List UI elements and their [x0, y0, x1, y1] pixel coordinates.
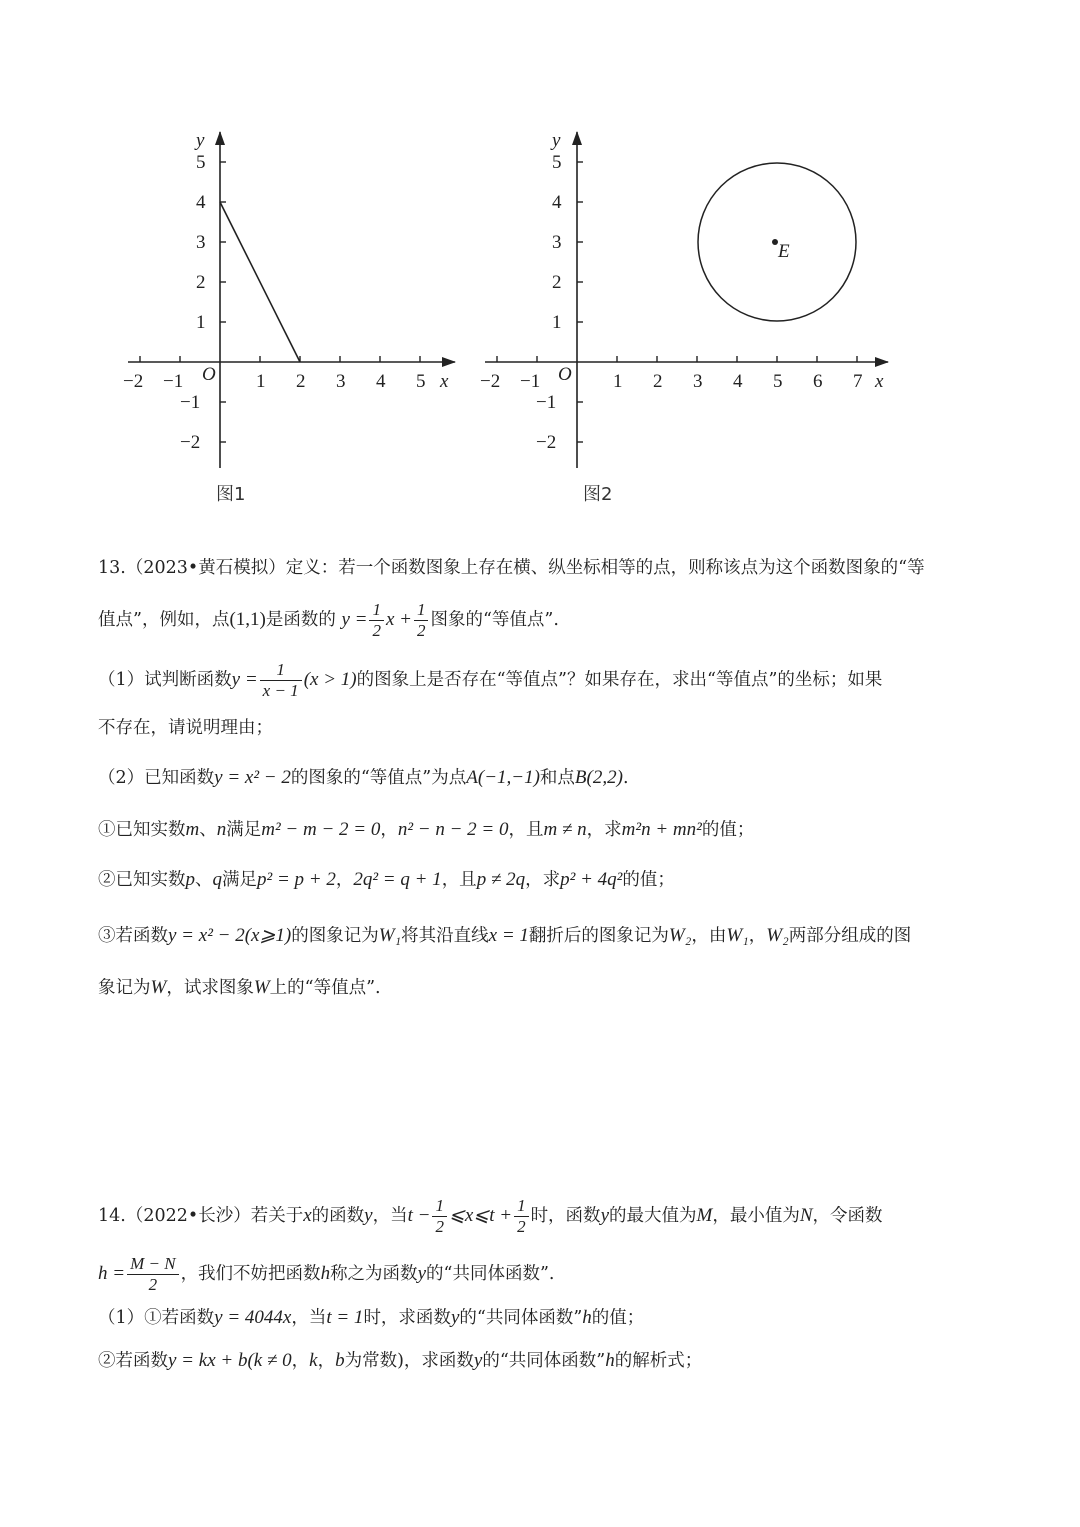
x-tick-label: 7 [853, 371, 863, 392]
x-tick-label: 1 [256, 371, 266, 392]
y-tick-label: 4 [552, 192, 562, 213]
fraction-1-over-x-minus-1: $\frac{1}{x - 1}$ [260, 660, 302, 701]
fraction-one-half: $\frac{1}{2}$ [432, 1196, 447, 1237]
x-tick-label: 5 [416, 371, 426, 392]
figure-2 [470, 120, 910, 520]
y-tick-label: −2 [180, 432, 201, 453]
fraction-one-half: $\frac{1}{2}$ [369, 600, 384, 641]
q14-part1-item-1: （1）①若函数y = 4044x，当t = 1时，求函数y的“共同体函数”h的值； [98, 1307, 645, 1328]
x-tick-label: 4 [733, 371, 743, 392]
x-axis-label: x [875, 371, 884, 392]
y-tick-label: 5 [196, 152, 206, 173]
q13-line-1: 13.（2023•黄石模拟）定义：若一个函数图象上存在横、纵坐标相等的点，则称该点为这个函数图象的“等 [98, 558, 925, 578]
y-tick-label: −2 [536, 432, 557, 453]
y-tick-label: −1 [180, 392, 201, 413]
line-segment [220, 202, 300, 362]
y-tick-label: 5 [552, 152, 562, 173]
figure-1 [110, 120, 470, 520]
x-tick-label: 3 [336, 371, 346, 392]
fraction-m-minus-n-over-2: $\frac{M - N}{2}$ [127, 1254, 178, 1295]
q14-line-2: h = $\frac{M - N}{2}$ ，我们不妨把函数h称之为函数y的“共同体函数”. [98, 1254, 555, 1294]
x-tick-label: 5 [773, 371, 783, 392]
x-axis-label: x [440, 371, 449, 392]
center-label-e: E [778, 241, 790, 262]
y-tick-label: 2 [552, 272, 562, 293]
figure-1-graph [110, 120, 470, 520]
x-tick-label: −2 [123, 371, 144, 392]
figure-2-graph [470, 120, 910, 520]
q13-part2-item-2: ②已知实数p、q满足p² = p + 2，2q² = q + 1，且p ≠ 2q，求p² + 4q²的值； [98, 869, 675, 890]
x-tick-label: −1 [520, 371, 541, 392]
x-tick-label: 1 [613, 371, 623, 392]
q14-line-1: 14.（2022•长沙）若关于x的函数y，当t − $\frac{1}{2}$ ⩽x⩽t + $\frac{1}{2}$ 时，函数y的最大值为M，最小值为N，令函数 [98, 1196, 883, 1236]
x-tick-label: 2 [296, 371, 306, 392]
y-tick-label: 1 [196, 312, 206, 333]
x-tick-label: 3 [693, 371, 703, 392]
origin-label: O [202, 364, 216, 385]
y-tick-label: 2 [196, 272, 206, 293]
x-tick-label: −2 [480, 371, 501, 392]
q13-part2-item-3-line-1: ③若函数y = x² − 2(x⩾1)的图象记为W₁将其沿直线x = 1翻折后的图象记为W₂，由W₁，W₂两部分组成的图 [98, 925, 912, 946]
y-tick-label: 4 [196, 192, 206, 213]
x-tick-label: 2 [653, 371, 663, 392]
y-axis-label: y [196, 130, 205, 151]
y-axis-label: y [552, 130, 561, 151]
y-tick-label: 3 [552, 232, 562, 253]
figure-2-caption: 图2 [583, 484, 613, 505]
fraction-one-half: $\frac{1}{2}$ [414, 600, 429, 641]
y-tick-label: −1 [536, 392, 557, 413]
q13-part2-item-1: ①已知实数m、n满足m² − m − 2 = 0，n² − n − 2 = 0，且m ≠ n，求m²n + mn²的值； [98, 819, 755, 840]
y-tick-label: 3 [196, 232, 206, 253]
y-tick-label: 1 [552, 312, 562, 333]
x-tick-label: −1 [163, 371, 184, 392]
q13-part1-line-2: 不存在，请说明理由； [98, 718, 273, 738]
figure-1-caption: 图1 [216, 484, 246, 505]
q13-part2-item-3-line-2: 象记为W，试求图象W上的“等值点”. [98, 977, 381, 998]
q13-part2: （2）已知函数y = x² − 2的图象的“等值点”为点A(−1,−1)和点B(2,2). [98, 767, 629, 788]
fraction-one-half: $\frac{1}{2}$ [514, 1196, 529, 1237]
q14-part1-item-2: ②若函数y = kx + b(k ≠ 0，k，b为常数)，求函数y的“共同体函数”h的解析式； [98, 1350, 703, 1371]
q13-part1-line-1: （1）试判断函数y = $\frac{1}{x - 1}$ (x > 1)的图象上是否存在“等值点”？如果存在，求出“等值点”的坐标；如果 [98, 660, 883, 700]
origin-label: O [558, 364, 572, 385]
x-tick-label: 4 [376, 371, 386, 392]
q13-line-2: 值点”，例如，点(1,1)是函数的 y = $\frac{1}{2}$ x + $\frac{1}{2}$ 图象的“等值点”. [98, 600, 559, 640]
x-tick-label: 6 [813, 371, 823, 392]
